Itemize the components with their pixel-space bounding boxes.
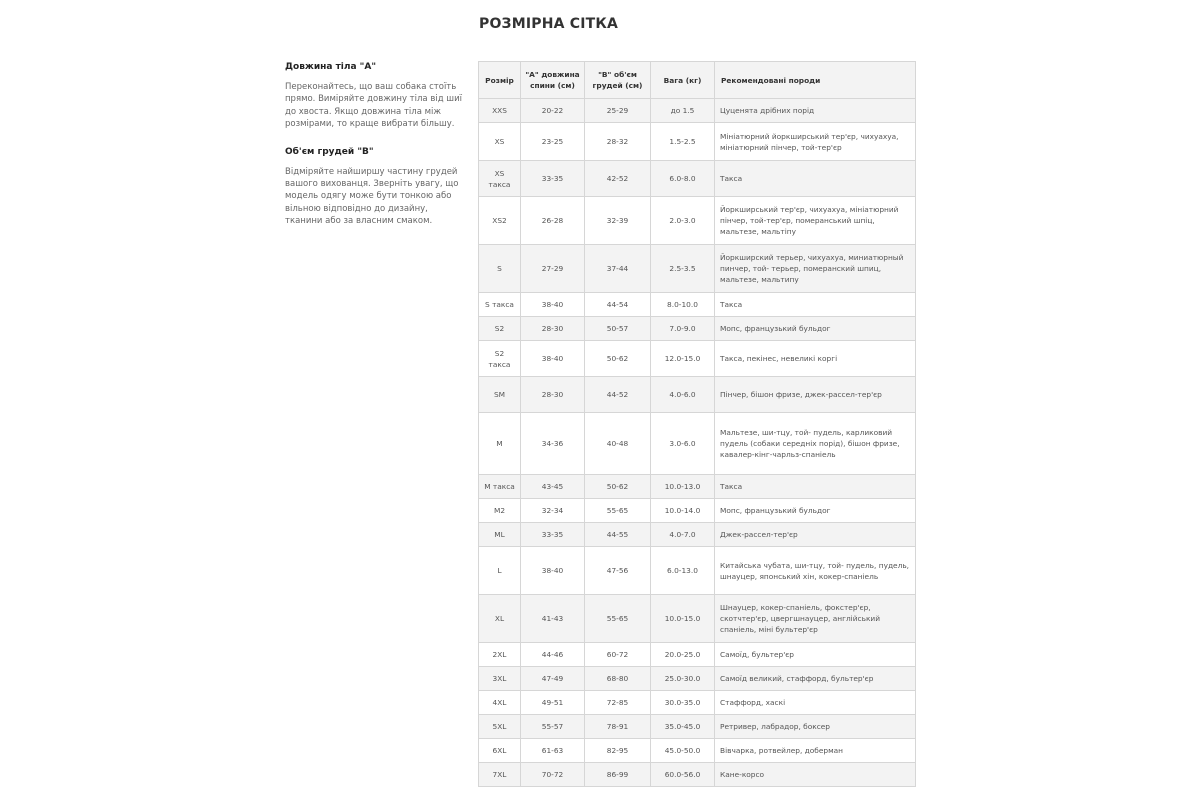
cell-back-length: 43-45 [521,475,585,499]
size-chart-table [478,61,916,787]
cell-weight: 10.0-15.0 [651,595,715,643]
table-row [479,161,916,197]
cell-back-length: 27-29 [521,245,585,293]
cell-size: XS2 [479,197,521,245]
cell-back-length: 38-40 [521,341,585,377]
cell-size: 3XL [479,667,521,691]
table-row [479,691,916,715]
cell-chest-girth: 42-52 [585,161,651,197]
cell-chest-girth: 32-39 [585,197,651,245]
cell-recommended-breeds: Вівчарка, ротвейлер, доберман [715,739,916,763]
cell-size: M2 [479,499,521,523]
cell-weight: 7.0-9.0 [651,317,715,341]
cell-weight: 1.5-2.5 [651,123,715,161]
cell-weight: 45.0-50.0 [651,739,715,763]
cell-recommended-breeds: Кане-корсо [715,763,916,787]
cell-back-length: 20-22 [521,99,585,123]
table-row [479,293,916,317]
cell-recommended-breeds: Ретривер, лабрадор, боксер [715,715,916,739]
cell-chest-girth: 50-62 [585,341,651,377]
header-back-length: "А" довжина спини (см) [521,62,585,99]
cell-back-length: 28-30 [521,317,585,341]
cell-size: XXS [479,99,521,123]
page-title: РОЗМІРНА СІТКА [479,16,619,32]
cell-weight: 60.0-56.0 [651,763,715,787]
cell-weight: 6.0-13.0 [651,547,715,595]
table-row [479,643,916,667]
cell-chest-girth: 82-95 [585,739,651,763]
cell-weight: 4.0-7.0 [651,523,715,547]
header-recommended-breeds: Рекомендовані породи [715,62,916,99]
cell-weight: 25.0-30.0 [651,667,715,691]
cell-back-length: 23-25 [521,123,585,161]
cell-recommended-breeds: Такса [715,293,916,317]
cell-recommended-breeds: Самоїд великий, стаффорд, бультер'єр [715,667,916,691]
cell-back-length: 47-49 [521,667,585,691]
cell-back-length: 38-40 [521,547,585,595]
cell-weight: 2.0-3.0 [651,197,715,245]
cell-size: 5XL [479,715,521,739]
table-row [479,523,916,547]
cell-size: S2 такса [479,341,521,377]
body-length-heading: Довжина тіла "А" [285,62,377,72]
cell-size: 6XL [479,739,521,763]
cell-size: SM [479,377,521,413]
guide-section-body-length [285,62,467,131]
cell-weight: 20.0-25.0 [651,643,715,667]
cell-size: XS такса [479,161,521,197]
cell-chest-girth: 55-65 [585,499,651,523]
cell-size: XL [479,595,521,643]
cell-chest-girth: 47-56 [585,547,651,595]
table-row [479,499,916,523]
cell-back-length: 61-63 [521,739,585,763]
cell-back-length: 55-57 [521,715,585,739]
table-row [479,245,916,293]
cell-chest-girth: 55-65 [585,595,651,643]
chest-girth-heading: Об'єм грудей "В" [285,146,374,157]
header-chest-girth: "В" об'єм грудей (см) [585,62,651,99]
cell-back-length: 70-72 [521,763,585,787]
cell-back-length: 32-34 [521,499,585,523]
cell-size: 2XL [479,643,521,667]
chest-girth-text: Відміряйте найширшу частину грудей вашого вихованця. Зверніть увагу, що модель одягу може бути тонкою або вільною відповідно до дизайну, тканини або за власним смаком. [285,166,459,227]
cell-recommended-breeds: Цуценята дрібних порід [715,99,916,123]
cell-weight: 8.0-10.0 [651,293,715,317]
cell-weight: до 1.5 [651,99,715,123]
table-row [479,763,916,787]
table-row [479,547,916,595]
header-size: Розмір [479,62,521,99]
cell-weight: 30.0-35.0 [651,691,715,715]
cell-recommended-breeds: Мопс, французький бульдог [715,317,916,341]
cell-size: M [479,413,521,475]
cell-chest-girth: 25-29 [585,99,651,123]
table-row [479,667,916,691]
cell-back-length: 33-35 [521,161,585,197]
cell-recommended-breeds: Такса [715,161,916,197]
measurement-guide [285,62,467,244]
cell-recommended-breeds: Мальтезе, ши-тцу, той- пудель, карликовий пудель (собаки середніх порід), бішон фризе, кавалер-кінг-чарльз-спаніель [715,413,916,475]
table-row [479,715,916,739]
cell-weight: 10.0-13.0 [651,475,715,499]
cell-chest-girth: 78-91 [585,715,651,739]
cell-chest-girth: 68-80 [585,667,651,691]
cell-back-length: 26-28 [521,197,585,245]
table-row [479,595,916,643]
cell-recommended-breeds: Китайська чубата, ши-тцу, той- пудель, пудель, шнауцер, японський хін, кокер-спаніель [715,547,916,595]
cell-recommended-breeds: Такса [715,475,916,499]
table-row [479,377,916,413]
cell-recommended-breeds: Мініатюрний йоркширський тер'єр, чихуахуа, мініатюрний пінчер, той-тер'єр [715,123,916,161]
table-row [479,317,916,341]
cell-size: 4XL [479,691,521,715]
cell-recommended-breeds: Джек-рассел-тер'єр [715,523,916,547]
cell-recommended-breeds: Шнауцер, кокер-спаніель, фокстер'єр, скотчтер'єр, цвергшнауцер, англійський спаніель, міні бультер'єр [715,595,916,643]
cell-chest-girth: 50-62 [585,475,651,499]
cell-recommended-breeds: Пінчер, бішон фризе, джек-рассел-тер'єр [715,377,916,413]
cell-chest-girth: 37-44 [585,245,651,293]
header-weight: Вага (кг) [651,62,715,99]
cell-size: S [479,245,521,293]
cell-size: XS [479,123,521,161]
guide-section-chest-girth [285,147,467,228]
cell-weight: 4.0-6.0 [651,377,715,413]
cell-size: S2 [479,317,521,341]
cell-chest-girth: 60-72 [585,643,651,667]
table-row [479,99,916,123]
cell-weight: 12.0-15.0 [651,341,715,377]
cell-size: 7XL [479,763,521,787]
table-row [479,475,916,499]
cell-back-length: 34-36 [521,413,585,475]
table-row [479,123,916,161]
table-row [479,197,916,245]
body-length-text: Переконайтесь, що ваш собака стоїть прямо. Виміряйте довжину тіла від шиї до хвоста. Якщо довжина тіла між розмірами, то краще вибрати більшу. [285,82,462,130]
table-row [479,341,916,377]
cell-weight: 2.5-3.5 [651,245,715,293]
cell-chest-girth: 50-57 [585,317,651,341]
cell-chest-girth: 28-32 [585,123,651,161]
cell-chest-girth: 40-48 [585,413,651,475]
cell-chest-girth: 44-52 [585,377,651,413]
cell-back-length: 49-51 [521,691,585,715]
cell-size: ML [479,523,521,547]
table-row [479,413,916,475]
cell-weight: 3.0-6.0 [651,413,715,475]
cell-back-length: 44-46 [521,643,585,667]
cell-size: M такса [479,475,521,499]
cell-back-length: 38-40 [521,293,585,317]
cell-recommended-breeds: Стаффорд, хаскі [715,691,916,715]
cell-size: L [479,547,521,595]
cell-weight: 6.0-8.0 [651,161,715,197]
table-header-row [479,62,916,99]
cell-chest-girth: 86-99 [585,763,651,787]
table-row [479,739,916,763]
table-body [479,99,916,787]
cell-chest-girth: 44-55 [585,523,651,547]
cell-recommended-breeds: Самоїд, бультер'єр [715,643,916,667]
cell-back-length: 41-43 [521,595,585,643]
cell-weight: 35.0-45.0 [651,715,715,739]
cell-chest-girth: 72-85 [585,691,651,715]
cell-recommended-breeds: Такса, пекінес, невеликі коргі [715,341,916,377]
cell-recommended-breeds: Мопс, французький бульдог [715,499,916,523]
cell-recommended-breeds: Йоркширский терьер, чихуахуа, миниатюрный пинчер, той- терьер, померанский шпиц, мальтезе, мальтипу [715,245,916,293]
cell-size: S такса [479,293,521,317]
cell-back-length: 28-30 [521,377,585,413]
cell-chest-girth: 44-54 [585,293,651,317]
cell-back-length: 33-35 [521,523,585,547]
cell-recommended-breeds: Йоркширський тер'єр, чихуахуа, мініатюрний пінчер, той-тер'єр, померанський шпіц, мальтезе, мальтіпу [715,197,916,245]
cell-weight: 10.0-14.0 [651,499,715,523]
